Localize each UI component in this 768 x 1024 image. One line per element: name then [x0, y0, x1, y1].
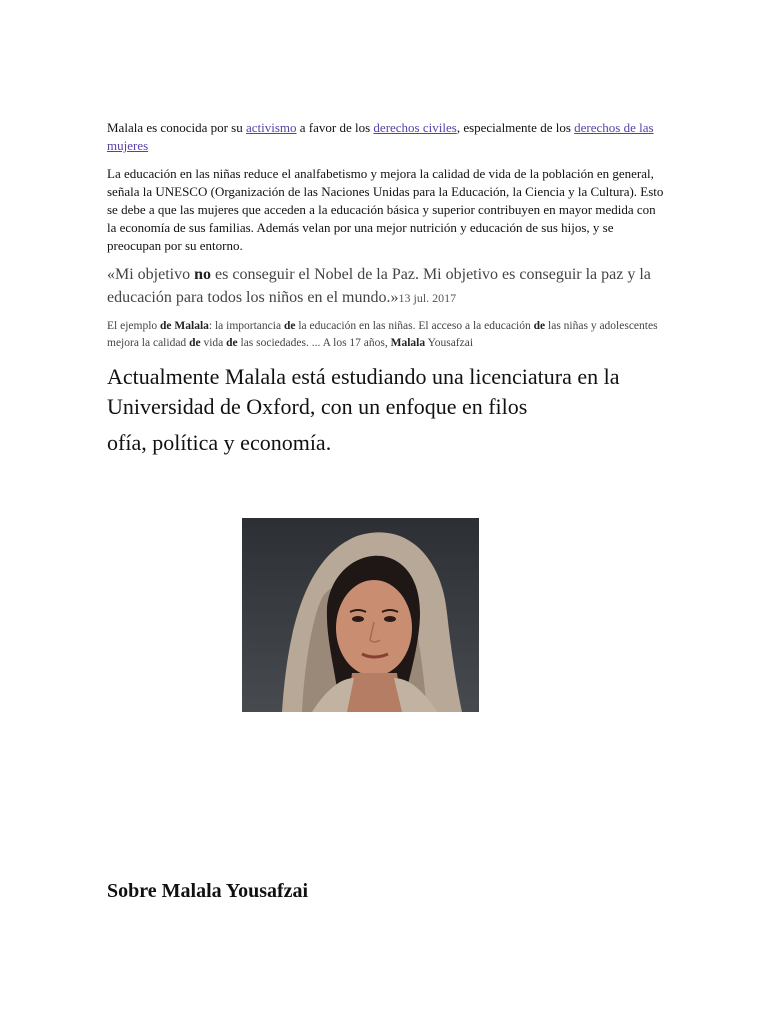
- intro-text-1: Malala es conocida por su: [107, 120, 246, 135]
- snippet-text: Yousafzai: [425, 337, 474, 349]
- malala-portrait-photo: [242, 518, 479, 712]
- snippet-bold: de: [189, 337, 201, 349]
- oxford-line-1: Actualmente Malala está estudiando una licenciatura en la Universidad de Oxford, con un enfoque en filos: [107, 364, 620, 419]
- quote-text-1: «Mi objetivo: [107, 266, 195, 283]
- portrait-illustration: [242, 518, 479, 712]
- intro-paragraph: [107, 119, 662, 155]
- snippet-text: la educación en las niñas. El acceso a la educación: [295, 320, 534, 332]
- snippet-text: El ejemplo: [107, 320, 161, 332]
- section-heading: Sobre Malala Yousafzai: [107, 880, 309, 902]
- snippet-bold: de: [283, 320, 296, 332]
- education-paragraph: La educación en las niñas reduce el analfabetismo y mejora la calidad de vida de la población en general, señala la UNESCO (Organización de las Naciones Unidas para la Educación, la Ciencia y la Cultura). Esto se debe a que las mujeres que acceden a la educación básica y superior contribuyen en mayor medida con la economía de sus familias. Además velan por una mejor nutrición y educación de sus hijos, y se preocupan por su entorno.: [107, 166, 664, 253]
- snippet-text: las sociedades. ... A los 17 años,: [237, 337, 391, 349]
- malala-quote: [107, 263, 667, 310]
- oxford-paragraph: [107, 362, 667, 458]
- snippet-text: : la importancia: [208, 320, 284, 332]
- oxford-line-2: ofía, política y economía.: [107, 430, 332, 455]
- snippet-text: vida: [200, 337, 227, 349]
- snippet-bold: Malala: [390, 337, 426, 349]
- search-snippet: [107, 318, 667, 352]
- photo-container: [170, 518, 550, 712]
- intro-text-2: a favor de los: [296, 120, 374, 135]
- snippet-bold: de Malala: [160, 320, 209, 332]
- snippet-bold: de: [533, 320, 546, 332]
- quote-date: 13 jul. 2017: [398, 291, 457, 305]
- snippet-text: las niñas y adolescentes mejora la calidad: [107, 320, 658, 349]
- snippet-bold: de: [226, 337, 238, 349]
- quote-text-2: es conseguir el Nobel de la Paz. Mi objetivo es conseguir la paz y la educación para todos los niños en el mundo.»: [107, 266, 651, 306]
- link-derechos-civiles[interactable]: derechos civiles: [373, 120, 457, 135]
- quote-bold: no: [194, 266, 212, 283]
- link-activismo[interactable]: activismo: [245, 120, 297, 135]
- link-derechos-mujeres[interactable]: derechos de las mujeres: [107, 120, 654, 153]
- intro-text-3: , especialmente de los: [456, 120, 575, 135]
